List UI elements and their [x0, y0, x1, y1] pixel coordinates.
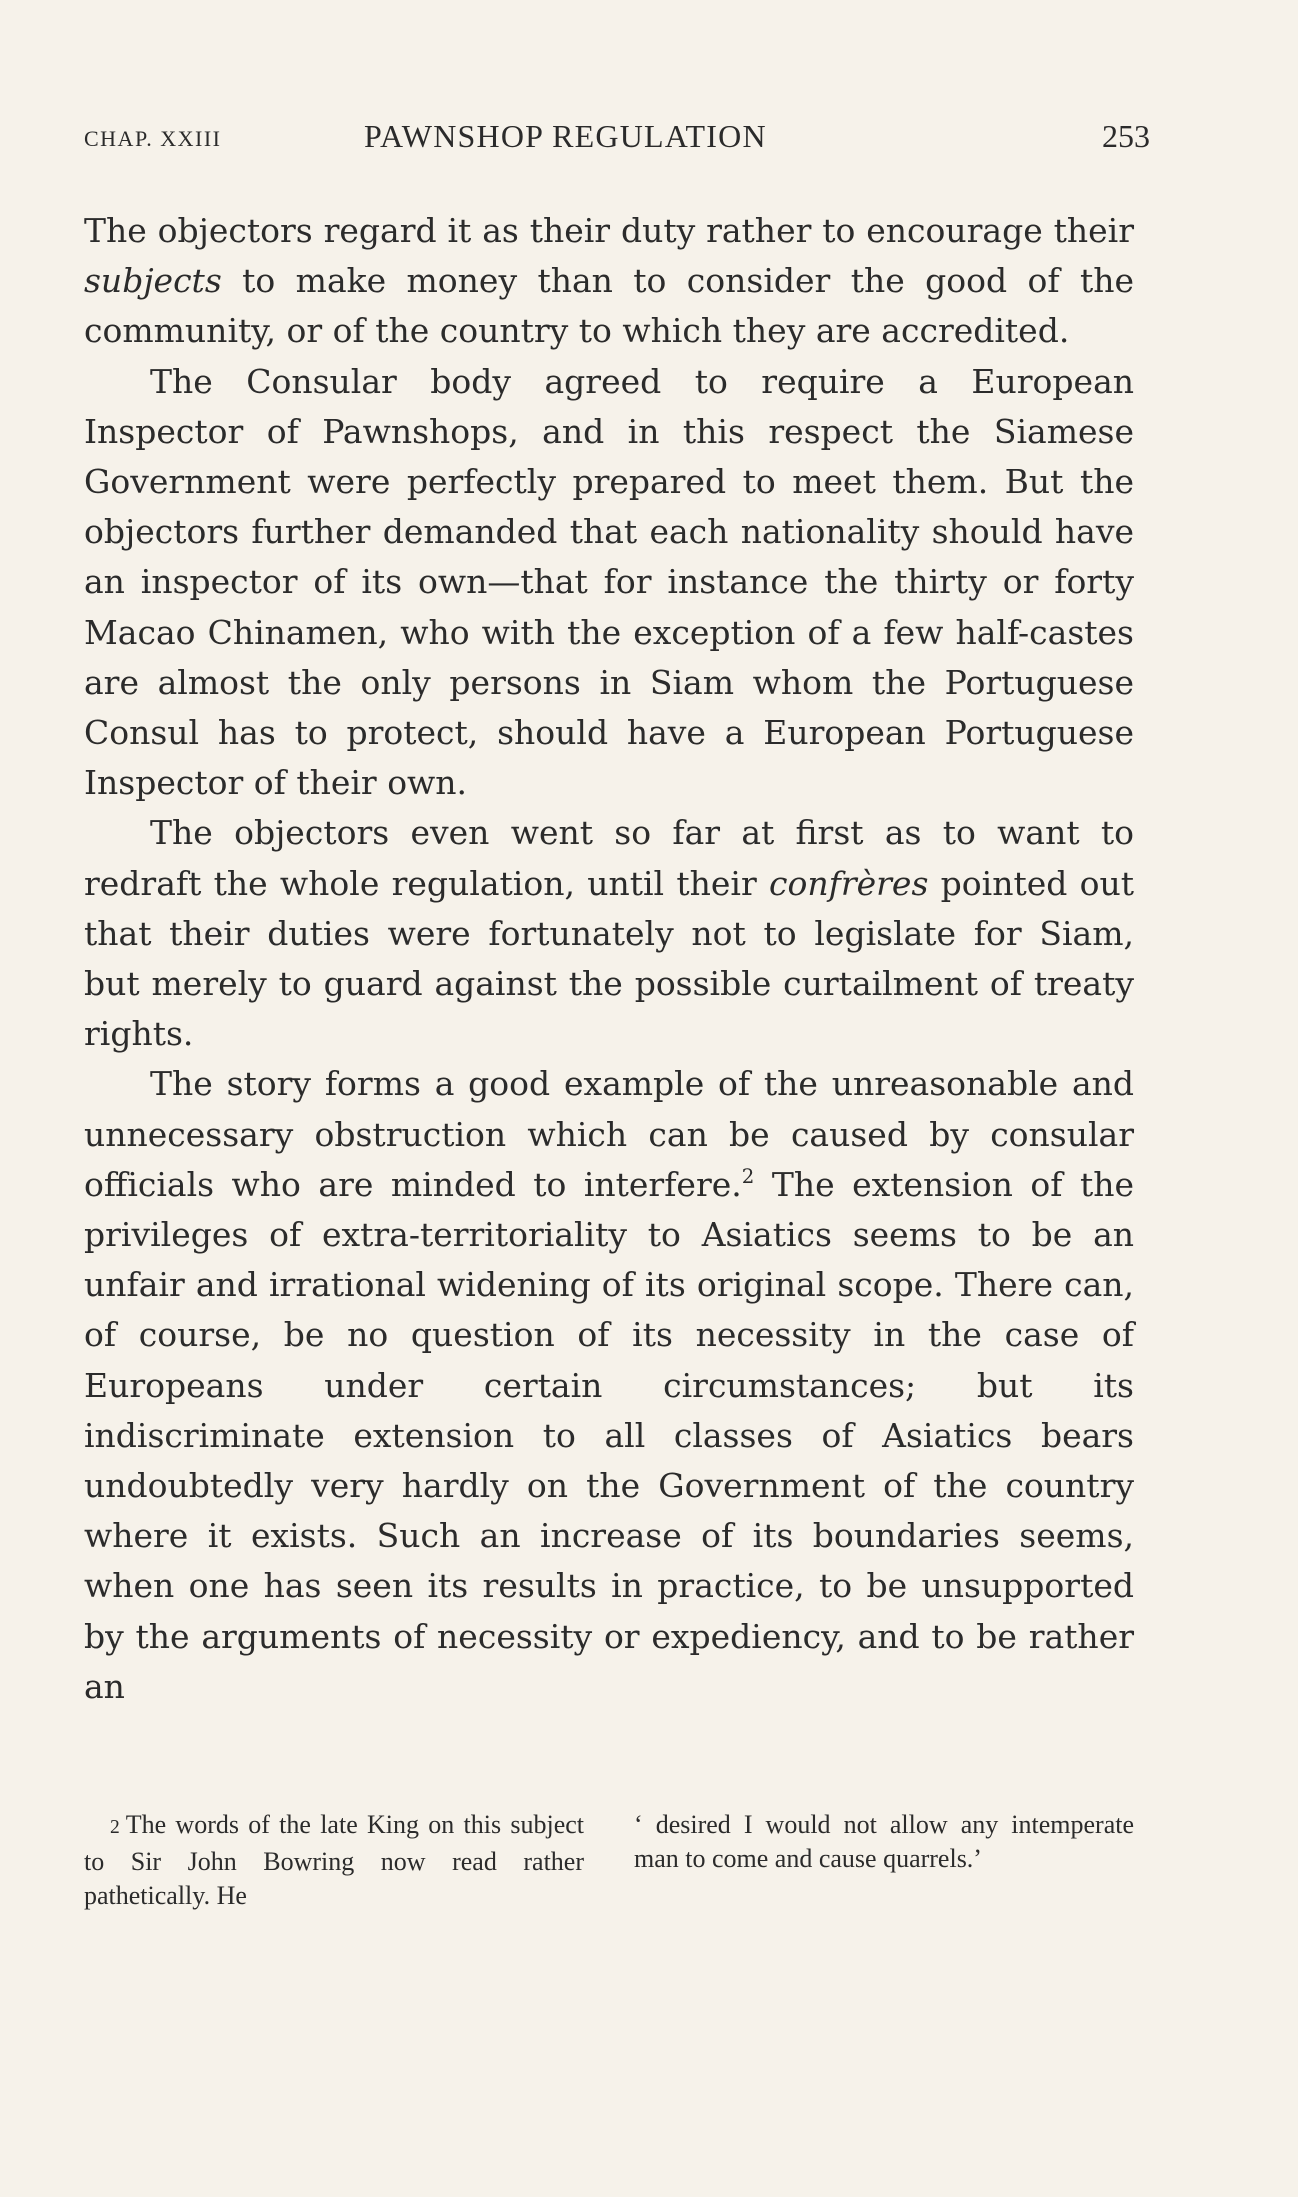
- paragraph-4-text-b: The extension of the privileges of extra-territoriality to Asiatics seems to be an unfair and irrational widening of its original scope. There can, of course, be no question of its necessity in the case of Europeans under certain circumstances; but its indiscriminate extension to all classes of Asiatics bears undoubtedly very hardly on the Government of the country where it exists. Such an increase of its boundaries seems, when one has seen its results in practice, to be unsupported by the arguments of necessity or expediency, and to be rather an: [84, 1164, 1134, 1706]
- footnote-mark: 2: [110, 1817, 120, 1838]
- footnote-column-1: [84, 1808, 584, 1913]
- chapter-label: CHAP. XXIII: [84, 126, 222, 151]
- running-head: [84, 118, 1150, 168]
- page-title: PAWNSHOP REGULATION: [364, 118, 767, 154]
- paragraph-3-text-a: The objectors even went so far at first as to want to redraft the whole regulation, until their: [84, 813, 1134, 903]
- paragraph-3-text-b: pointed out that their duties were fortunately not to legislate for Siam, but merely to guard against the possible curtailment of treaty rights.: [84, 863, 1135, 1054]
- paragraph-1-text-a: The objectors regard it as their duty rather to encourage their: [84, 211, 1134, 250]
- paragraph-4-text-a: The story forms a good example of the unreasonable and unnecessary obstruction which can be caused by consular officials who are minded to interfere.: [84, 1064, 1134, 1204]
- footnote-text-1: The words of the late King on this subject to Sir John Bowring now read rather pathetically. He: [84, 1810, 584, 1910]
- italic-subjects: subjects: [84, 261, 222, 301]
- footnote-column-2: [634, 1808, 1134, 1913]
- page-number: 253: [1102, 118, 1150, 154]
- footnote: [84, 1808, 1134, 1913]
- paragraph-2: The Consular body agreed to require a European Inspector of Pawnshops, and in this respect the Siamese Government were perfectly prepared to meet them. But the objectors further demanded that each nationality should have an inspector of its own—that for instance the thirty or forty Macao Chinamen, who with the exception of a few half-castes are almost the only persons in Siam whom the Portuguese Consul has to protect, should have a European Portuguese Inspector of their own.: [84, 361, 1134, 803]
- paragraph-3: [84, 808, 1134, 1059]
- body-text: [84, 206, 1134, 1712]
- italic-confreres: confrères: [769, 863, 929, 903]
- footnote-reference: 2: [741, 1165, 755, 1188]
- paragraph-1-text-b: to make money than to consider the good of the community, or of the country to which they are accredited.: [84, 261, 1134, 351]
- paragraph-1: [84, 206, 1134, 357]
- footnote-text-2: ‘ desired I would not allow any intemperate man to come and cause quarrels.’: [634, 1810, 1134, 1873]
- paragraph-4: [84, 1059, 1134, 1712]
